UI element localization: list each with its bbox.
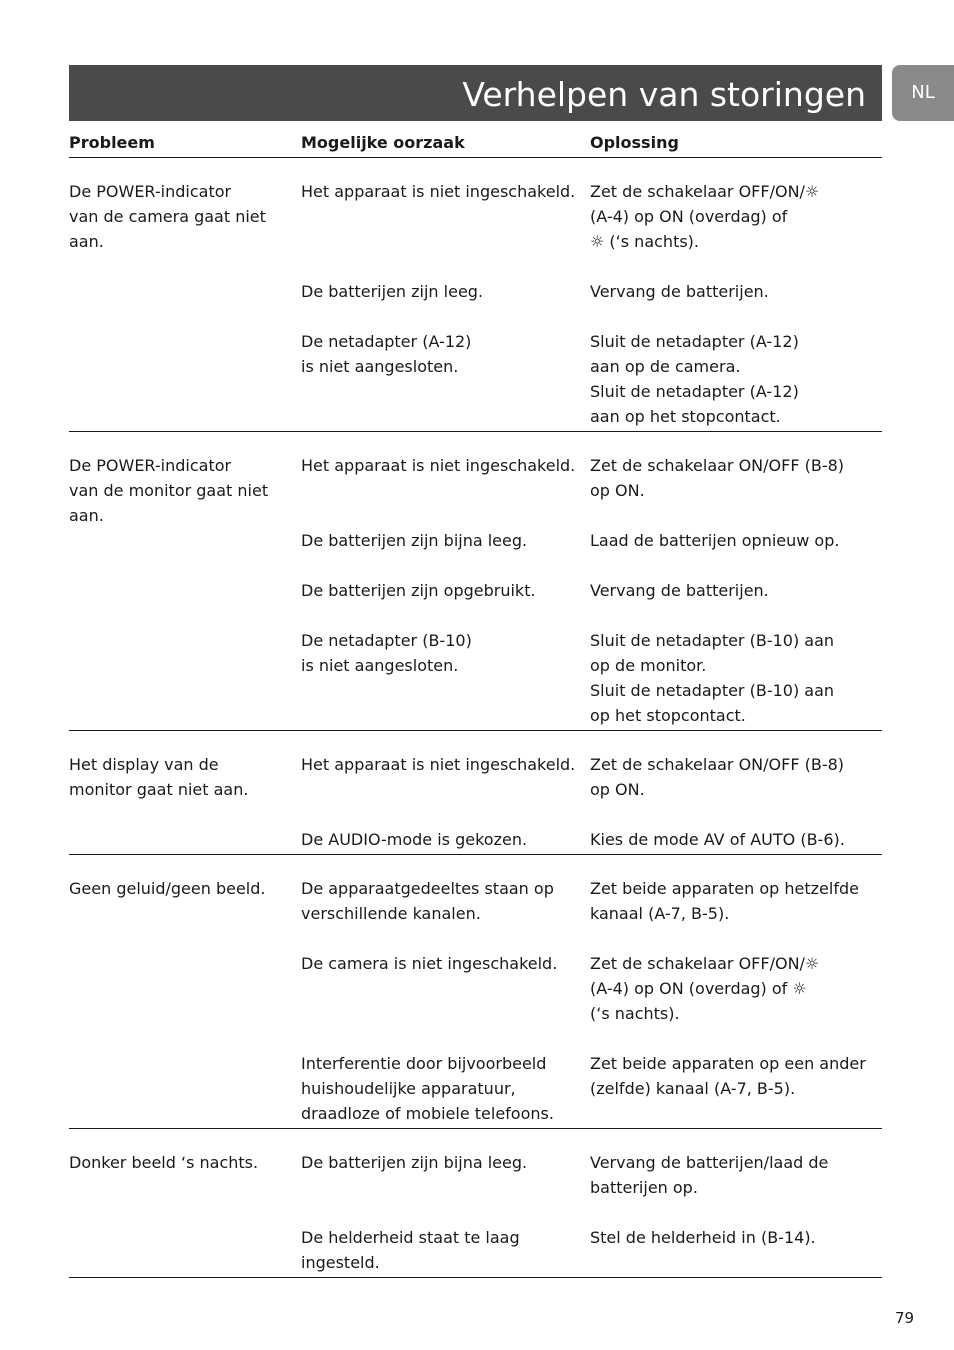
solution-text: (‘s nachts). xyxy=(590,1004,680,1023)
table-row xyxy=(301,1150,882,1200)
cause-text: De batterijen zijn opgebruikt. xyxy=(301,581,536,600)
cause-cell xyxy=(301,1051,590,1126)
solution-cell xyxy=(590,528,882,553)
cause-text: Het apparaat is niet ingeschakeld. xyxy=(301,755,576,774)
solution-text: Zet beide apparaten op hetzelfde xyxy=(590,879,859,898)
solution-text: Zet de schakelaar ON/OFF (B-8) xyxy=(590,755,845,774)
solution-text: Vervang de batterijen. xyxy=(590,581,769,600)
solution-text: Sluit de netadapter (B-10) aan xyxy=(590,681,835,700)
table-row xyxy=(301,876,882,926)
solution-text: aan op het stopcontact. xyxy=(590,407,781,426)
solution-text: op ON. xyxy=(590,481,645,500)
solution-text: Sluit de netadapter (B-10) aan xyxy=(590,631,835,650)
cause-text: ingesteld. xyxy=(301,1253,380,1272)
solution-text: Vervang de batterijen/laad de xyxy=(590,1153,829,1172)
solution-text: Zet beide apparaten op een ander xyxy=(590,1054,866,1073)
problem-group xyxy=(69,855,882,1129)
language-tab-label: NL xyxy=(911,82,935,103)
cause-cell xyxy=(301,578,590,603)
solution-cell xyxy=(590,578,882,603)
solution-cell xyxy=(590,827,882,852)
problem-text: aan. xyxy=(69,232,104,251)
cause-text: draadloze of mobiele telefoons. xyxy=(301,1104,554,1123)
problem-cell xyxy=(69,876,301,1126)
solution-text: Zet de schakelaar ON/OFF (B-8) xyxy=(590,456,845,475)
cause-solution-list xyxy=(301,453,882,728)
solution-cell xyxy=(590,1225,882,1275)
cause-text: huishoudelijke apparatuur, xyxy=(301,1079,516,1098)
cause-solution-list xyxy=(301,876,882,1126)
page-title: Verhelpen van storingen xyxy=(462,75,866,114)
solution-cell xyxy=(590,876,882,926)
cause-text: De netadapter (B-10) xyxy=(301,631,472,650)
table-row xyxy=(301,628,882,728)
problem-text: Het display van de xyxy=(69,755,219,774)
solution-cell xyxy=(590,329,882,429)
solution-text: op het stopcontact. xyxy=(590,706,746,725)
column-header-cause: Mogelijke oorzaak xyxy=(301,133,465,152)
table-row xyxy=(301,329,882,429)
table-row xyxy=(301,578,882,603)
cause-text: De batterijen zijn bijna leeg. xyxy=(301,1153,528,1172)
cause-text: Het apparaat is niet ingeschakeld. xyxy=(301,182,576,201)
problem-text: monitor gaat niet aan. xyxy=(69,780,249,799)
solution-text: Sluit de netadapter (A-12) xyxy=(590,382,799,401)
cause-cell xyxy=(301,279,590,304)
table-row xyxy=(301,453,882,503)
cause-solution-list xyxy=(301,752,882,852)
problem-cell xyxy=(69,752,301,852)
cause-cell xyxy=(301,876,590,926)
cause-cell xyxy=(301,528,590,553)
table-row xyxy=(301,827,882,852)
cause-text: De batterijen zijn bijna leeg. xyxy=(301,531,528,550)
solution-text: Zet de schakelaar OFF/ON/☼ xyxy=(590,182,820,201)
problem-text: De POWER-indicator xyxy=(69,456,232,475)
cause-cell xyxy=(301,1225,590,1275)
cause-cell xyxy=(301,329,590,429)
solution-text: kanaal (A-7, B-5). xyxy=(590,904,730,923)
cause-text: De helderheid staat te laag xyxy=(301,1228,520,1247)
solution-text: aan op de camera. xyxy=(590,357,741,376)
cause-text: De camera is niet ingeschakeld. xyxy=(301,954,558,973)
solution-cell xyxy=(590,951,882,1026)
problem-group xyxy=(69,1129,882,1278)
cause-cell xyxy=(301,453,590,503)
solution-text: Laad de batterijen opnieuw op. xyxy=(590,531,840,550)
solution-text: (A-4) op ON (overdag) of ☼ xyxy=(590,979,807,998)
cause-solution-list xyxy=(301,179,882,429)
troubleshooting-table xyxy=(69,130,882,1278)
problem-cell xyxy=(69,179,301,429)
solution-cell xyxy=(590,1150,882,1200)
table-row xyxy=(301,1051,882,1126)
solution-cell xyxy=(590,752,882,802)
problem-cell xyxy=(69,453,301,728)
language-tab xyxy=(892,65,954,121)
solution-text: Sluit de netadapter (A-12) xyxy=(590,332,799,351)
table-row xyxy=(301,179,882,254)
problem-text: van de camera gaat niet xyxy=(69,207,266,226)
table-row xyxy=(301,1225,882,1275)
problem-group xyxy=(69,731,882,855)
solution-text: Vervang de batterijen. xyxy=(590,282,769,301)
problem-text: aan. xyxy=(69,506,104,525)
cause-cell xyxy=(301,951,590,1026)
table-row xyxy=(301,528,882,553)
cause-text: De netadapter (A-12) xyxy=(301,332,472,351)
cause-text: Interferentie door bijvoorbeeld xyxy=(301,1054,547,1073)
solution-cell xyxy=(590,453,882,503)
cause-cell xyxy=(301,179,590,254)
table-row xyxy=(301,279,882,304)
solution-cell xyxy=(590,279,882,304)
solution-text: Kies de mode AV of AUTO (B-6). xyxy=(590,830,845,849)
solution-text: (A-4) op ON (overdag) of xyxy=(590,207,788,226)
problem-group xyxy=(69,432,882,731)
solution-cell xyxy=(590,1051,882,1126)
column-header-problem: Probleem xyxy=(69,133,155,152)
solution-text: batterijen op. xyxy=(590,1178,698,1197)
problem-text: Geen geluid/geen beeld. xyxy=(69,879,266,898)
cause-text: is niet aangesloten. xyxy=(301,357,459,376)
problem-text: De POWER-indicator xyxy=(69,182,232,201)
cause-cell xyxy=(301,752,590,802)
table-row xyxy=(301,951,882,1026)
solution-text: Zet de schakelaar OFF/ON/☼ xyxy=(590,954,820,973)
cause-cell xyxy=(301,1150,590,1200)
solution-text: op ON. xyxy=(590,780,645,799)
cause-text: is niet aangesloten. xyxy=(301,656,459,675)
cause-solution-list xyxy=(301,1150,882,1275)
cause-text: De AUDIO-mode is gekozen. xyxy=(301,830,528,849)
table-header-row xyxy=(69,130,882,158)
cause-text: De apparaatgedeeltes staan op xyxy=(301,879,554,898)
cause-cell xyxy=(301,827,590,852)
page-number: 79 xyxy=(895,1309,915,1327)
cause-text: verschillende kanalen. xyxy=(301,904,481,923)
problem-text: Donker beeld ‘s nachts. xyxy=(69,1153,259,1172)
column-header-solution: Oplossing xyxy=(590,133,679,152)
problem-text: van de monitor gaat niet xyxy=(69,481,269,500)
cause-text: Het apparaat is niet ingeschakeld. xyxy=(301,456,576,475)
cause-text: De batterijen zijn leeg. xyxy=(301,282,484,301)
problem-group xyxy=(69,158,882,432)
solution-text: (zelfde) kanaal (A-7, B-5). xyxy=(590,1079,796,1098)
cause-cell xyxy=(301,628,590,728)
solution-text: Stel de helderheid in (B-14). xyxy=(590,1228,816,1247)
solution-cell xyxy=(590,628,882,728)
page-title-bar xyxy=(69,65,882,121)
table-body xyxy=(69,158,882,1278)
table-row xyxy=(301,752,882,802)
problem-cell xyxy=(69,1150,301,1275)
solution-text: op de monitor. xyxy=(590,656,707,675)
solution-cell xyxy=(590,179,882,254)
solution-text: ☼ (‘s nachts). xyxy=(590,232,699,251)
